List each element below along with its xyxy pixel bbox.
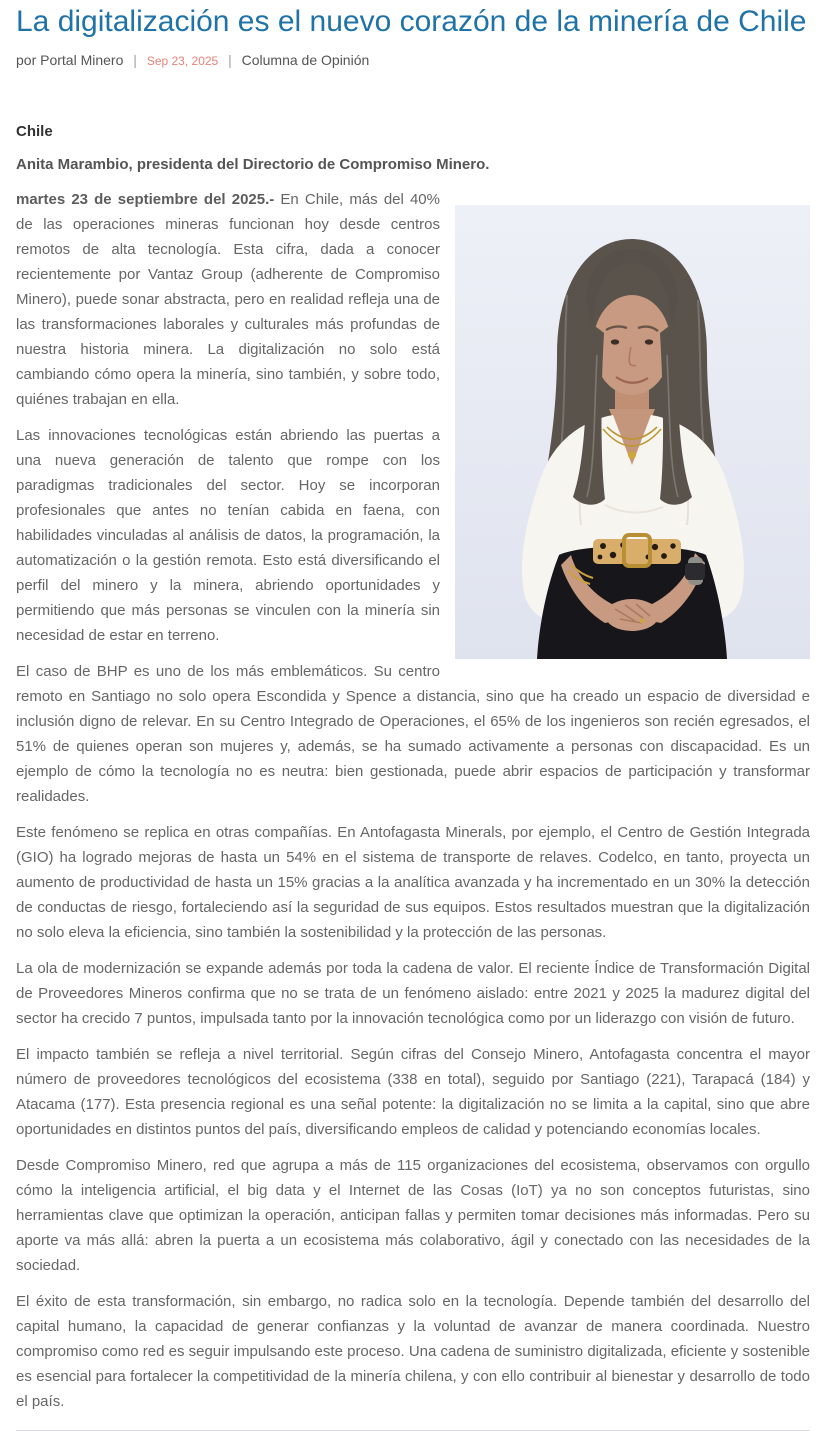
article-paragraph: El éxito de esta transformación, sin embargo, no radica solo en la tecnología. Depende también del desarrollo del capital humano, la capacidad de generar confianzas y la voluntad de avanzar de manera coordinada. Nuestro compromiso como red es seguir impulsando este proceso. Una cadena de suministro digitalizada, eficiente y sostenible es esencial para fortalecer la competitividad de la minería chilena, y con ello contribuir al bienestar y desarrollo de todo el país. <box>16 1293 810 1410</box>
portrait-illustration <box>455 205 810 659</box>
byline-date: Sep 23, 2025 <box>146 54 219 68</box>
paragraph-lead-date: martes 23 de septiembre del 2025.- <box>16 191 275 208</box>
article-paragraph: Este fenómeno se replica en otras compañías. En Antofagasta Minerals, por ejemplo, el Centro de Gestión Integrada (GIO) ha logrado mejoras de hasta un 54% en el sistema de transporte de relaves. Codelco, en tanto, proyecta un aumento de productividad de hasta un 15% gracias a la analítica avanzada y ha incrementado en un 30% la detección de conductas de riesgo, fortaleciendo así la seguridad de sus equipos. Estos resultados muestran que la digitalización no solo eleva la eficiencia, sino también la sostenibilidad y la protección de las personas. <box>16 824 810 941</box>
article-paragraph: Desde Compromiso Minero, red que agrupa a más de 115 organizaciones del ecosistema, observamos con orgullo cómo la inteligencia artificial, el big data y el Internet de las Cosas (IoT) ya no son conceptos futuristas, sino herramientas clave que optimizan la operación, anticipan fallas y permiten tomar decisiones más informadas. Pero su aporte va más allá: abren la puerta a un ecosistema más colaborativo, ágil y conectado con las necesidades de la sociedad. <box>16 1157 810 1274</box>
article-paragraph: Las innovaciones tecnológicas están abriendo las puertas a una nueva generación de talento que rompe con los paradigmas tradicionales del sector. Hoy se incorporan profesionales que antes no tenían cabida en faena, con habilidades vinculadas al análisis de datos, la programación, la automatización o la gestión remota. Esto está diversificando el perfil del minero y la minera, abriendo oportunidades y permitiendo que más personas se vinculen con la minería sin necesidad de estar en terreno. <box>16 427 440 644</box>
byline-category-link[interactable]: Columna de Opinión <box>241 52 370 68</box>
article-paragraph: El impacto también se refleja a nivel territorial. Según cifras del Consejo Minero, Antofagasta concentra el mayor número de proveedores tecnológicos del ecosistema (338 en total), seguido por Santiago (221), Tarapacá (184) y Atacama (177). Esta presencia regional es una señal potente: la digitalización no se limita a la capital, sino que abre oportunidades en distintos puntos del país, diversificando empleos de calidad y potenciando economías locales. <box>16 1046 810 1138</box>
author-heading: Anita Marambio, presidenta del Directorio de Compromiso Minero. <box>16 156 490 173</box>
byline-separator: | <box>133 52 137 68</box>
article-paragraph: El caso de BHP es uno de los más emblemáticos. Su centro remoto en Santiago no solo opera Escondida y Spence a distancia, sino que ha creado un espacio de diversidad e inclusión digno de relevar. En su Centro Integrado de Operaciones, el 65% de los ingenieros son recién egresados, el 51% de quienes operan son mujeres y, además, se ha sumado activamente a personas con discapacidad. Es un ejemplo de cómo la tecnología no es neutra: bien gestionada, puede abrir espacios de participación y transformar realidades. <box>16 663 810 805</box>
article-body <box>16 122 810 1431</box>
byline <box>16 52 810 70</box>
byline-author-link[interactable]: Portal Minero <box>40 52 124 68</box>
paragraph-text: En Chile, más del 40% de las operaciones mineras funcionan hoy desde centros remotos de alta tecnología. Esta cifra, dada a conocer recientemente por Vantaz Group (adherente de Compromiso Minero), puede sonar abstracta, pero en realidad refleja una de las transformaciones laborales y culturales más profundas de nuestra historia minera. La digitalización no solo está cambiando cómo opera la minería, sino también, y sobre todo, quiénes trabajan en ella. <box>16 191 440 408</box>
byline-prefix: por <box>16 52 37 68</box>
location-heading: Chile <box>16 123 53 140</box>
portrait-photo <box>455 205 810 659</box>
article <box>16 6 810 1431</box>
byline-separator: | <box>228 52 232 68</box>
article-paragraph: La ola de modernización se expande además por toda la cadena de valor. El reciente Índice de Transformación Digital de Proveedores Mineros confirma que no se trata de un fenómeno aislado: entre 2021 y 2025 la madurez digital del sector ha crecido 7 puntos, impulsada tanto por la innovación tecnológica como por un liderazgo con visión de futuro. <box>16 960 810 1027</box>
page-title: La digitalización es el nuevo corazón de la minería de Chile <box>16 5 807 38</box>
